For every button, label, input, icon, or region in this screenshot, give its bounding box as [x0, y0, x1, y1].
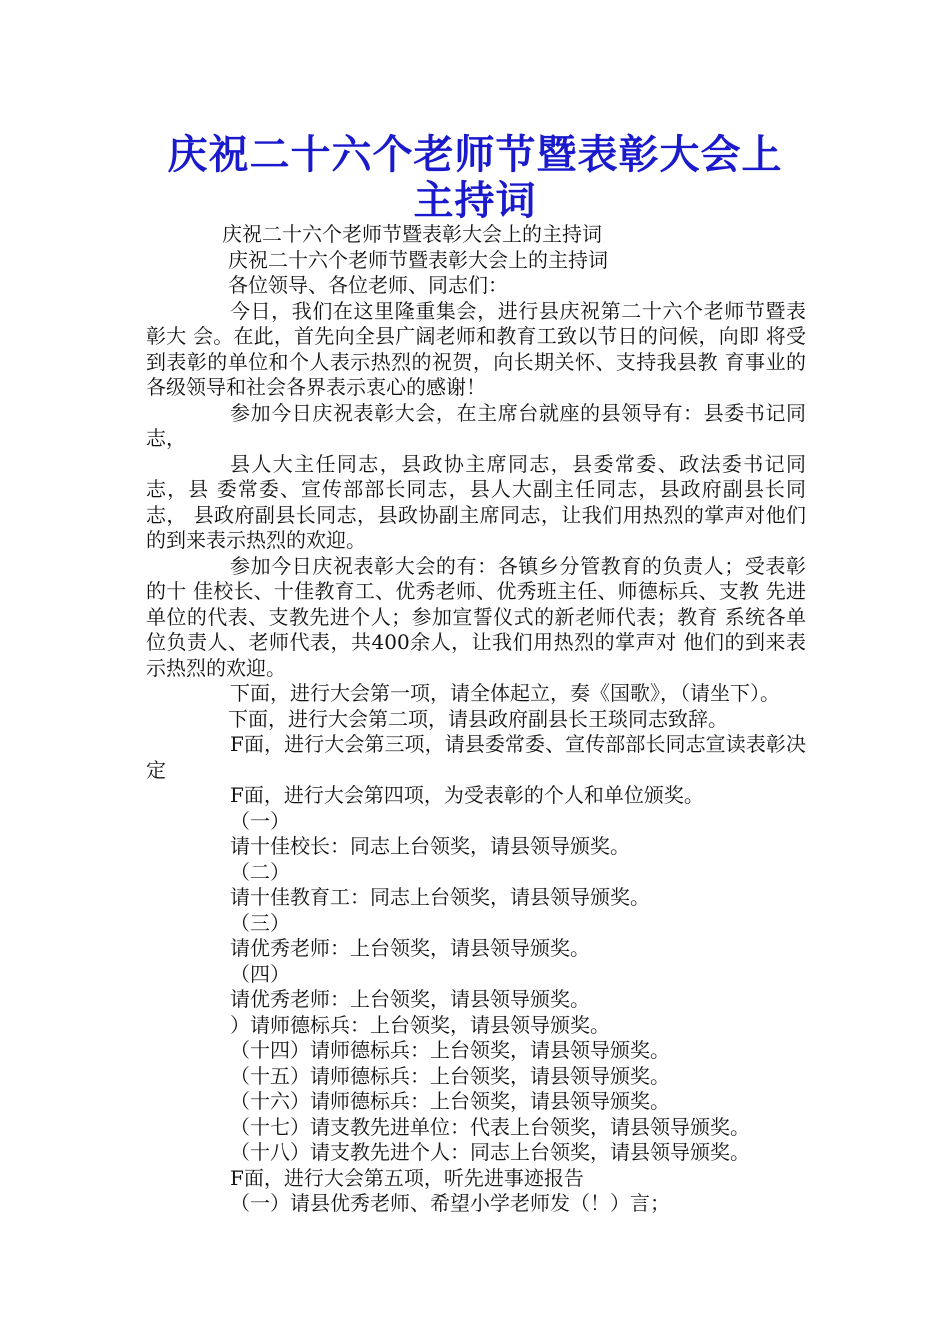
paragraph-opening: 今日，我们在这里隆重集会，进行县庆祝第二十六个老师节暨表彰大 会。在此，首先向全县广阔老师和教育工致以节日的问候，向即 将受到表彰的单位和个人表示热烈的祝贺，向长期关怀、支持我县教 育事业的各级领导和社会各界表示衷心的感谢！	[146, 298, 806, 399]
award-line: （十七）请支教先进单位：代表上台领奖，请县领导颁奖。	[230, 1114, 750, 1139]
report-line: （一）请县优秀老师、希望小学老师发（！）言；	[230, 1191, 670, 1215]
paragraph-presidium: 参加今日庆祝表彰大会，在主席台就座的县领导有：县委书记同志，	[146, 400, 806, 450]
agenda-item-3: F面，进行大会第三项，请县委常委、宣传部部长同志宣读表彰决定	[146, 732, 806, 782]
subtitle-1: 庆祝二十六个老师节暨表彰大会上的主持词	[222, 222, 602, 246]
award-line: ）请师德标兵：上台领奖，请县领导颁奖。	[230, 1012, 610, 1037]
agenda-item-4: F面，进行大会第四项，为受表彰的个人和单位颁奖。	[230, 783, 704, 807]
award-line: （四）	[230, 961, 290, 986]
award-line: （十五）请师德标兵：上台领奖，请县领导颁奖。	[230, 1063, 670, 1088]
paragraph-presidium-list: 县人大主任同志，县政协主席同志，县委常委、政法委书记同志，县 委常委、宣传部部长同志，县人大副主任同志，县政府副县长同志， 县政府副县长同志，县政协副主席同志，让我们用热烈的掌声对他们 的到来表示热烈的欢迎。	[146, 451, 806, 552]
award-line: 请优秀老师：上台领奖，请县领导颁奖。	[230, 936, 590, 960]
document-body	[146, 222, 806, 1217]
document-title-line-1: 庆祝二十六个老师节暨表彰大会上	[167, 131, 783, 178]
paragraph-attendees: 参加今日庆祝表彰大会的有：各镇乡分管教育的负责人；受表彰的十 佳校长、十佳教育工、优秀老师、优秀班主任、师德标兵、支教 先进单位的代表、支教先进个人；参加宣誓仪式的新老师代表；教育 系统各单位负责人、老师代表，共400余人，让我们用热烈的掌声对 他们的到来表示热烈的欢迎。	[146, 553, 806, 680]
award-line: （十四）请师德标兵：上台领奖，请县领导颁奖。	[230, 1038, 670, 1062]
agenda-item-5: F面，进行大会第五项，听先进事迹报告	[230, 1165, 584, 1190]
award-line: （三）	[230, 910, 290, 935]
award-line: （十六）请师德标兵：上台领奖，请县领导颁奖。	[230, 1089, 670, 1113]
award-line: （一）	[230, 808, 290, 833]
award-line: （十八）请支教先进个人：同志上台领奖，请县领导颁奖。	[230, 1140, 750, 1164]
paragraph-item-1: 下面，进行大会第一项，请全体起立，奏《国歌》，（请坐下）。	[230, 681, 780, 705]
salutation: 各位领导、各位老师、同志们：	[228, 273, 508, 297]
document-title-line-2: 主持词	[413, 177, 537, 224]
award-line: 请十佳校长：同志上台领奖，请县领导颁奖。	[230, 834, 630, 858]
award-line: （二）	[230, 859, 290, 884]
agenda-item-2: 下面，进行大会第二项，请县政府副县长王琰同志致辞。	[228, 706, 728, 731]
award-line: 请十佳教育工：同志上台领奖，请县领导颁奖。	[230, 885, 650, 909]
award-line: 请优秀老师：上台领奖，请县领导颁奖。	[230, 987, 590, 1011]
subtitle-2: 庆祝二十六个老师节暨表彰大会上的主持词	[228, 247, 608, 272]
